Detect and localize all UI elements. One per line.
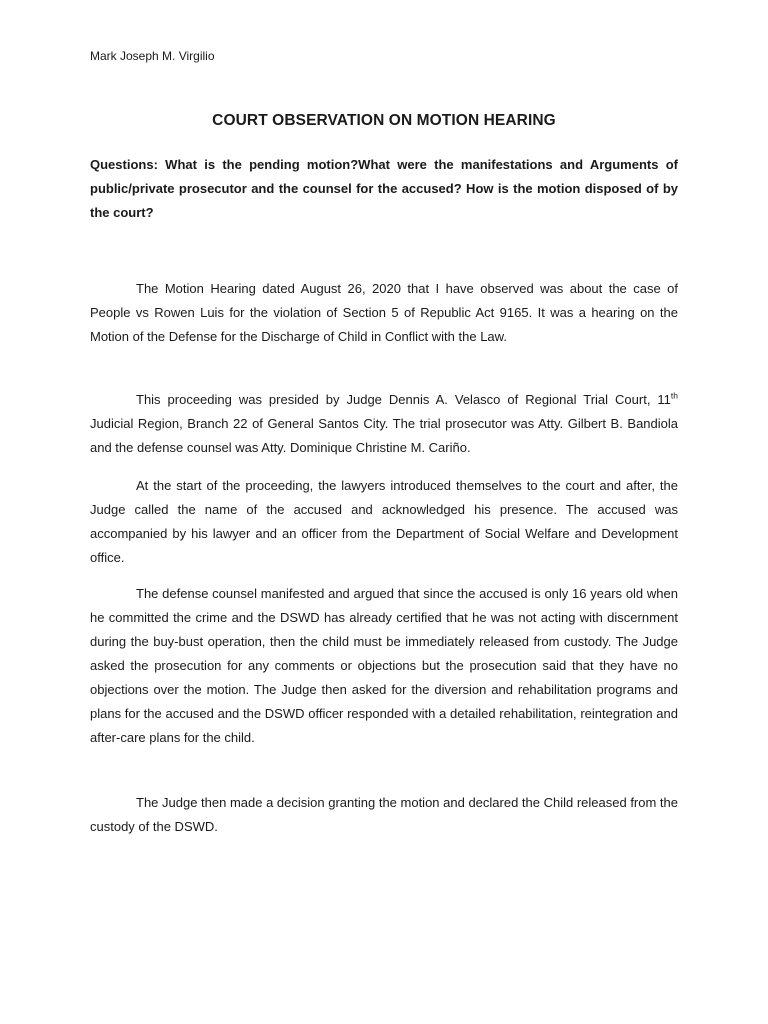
paragraph-2-text-end: Judicial Region, Branch 22 of General Santos City. The trial prosecutor was Atty. Gilbert B. Bandiola and the defense counsel was Atty. Dominique Christine M. Cariño. xyxy=(90,416,678,455)
document-title: COURT OBSERVATION ON MOTION HEARING xyxy=(212,112,556,129)
paragraph-4-text: The defense counsel manifested and argued that since the accused is only 16 years old when he committed the crime and the DSWD has already certified that he was not acting with discernment during the buy-bust operation, then the child must be immediately released from custody. The Judge asked the prosecution for any comments or objections but the prosecution said that they have no objections over the motion. The Judge then asked for the diversion and rehabilitation programs and plans for the accused and the DSWD officer responded with a detailed rehabilitation, reintegration and after-care plans for the child. xyxy=(90,586,678,745)
paragraph-3 xyxy=(90,474,678,570)
paragraph-3-text: At the start of the proceeding, the lawyers introduced themselves to the court and after, the Judge called the name of the accused and acknowledged his presence. The accused was accompanied by his lawyer and an officer from the Department of Social Welfare and Development office. xyxy=(90,478,678,565)
paragraph-5-text: The Judge then made a decision granting the motion and declared the Child released from the custody of the DSWD. xyxy=(90,795,679,834)
paragraph-4 xyxy=(90,582,678,750)
paragraph-1 xyxy=(90,277,678,349)
questions-paragraph: Questions: What is the pending motion?What were the manifestations and Arguments of public/private prosecutor and the counsel for the accused? How is the motion disposed of by the court? xyxy=(90,157,678,220)
paragraph-2-text-start: This proceeding was presided by Judge Dennis A. Velasco of Regional Trial Court, 11 xyxy=(136,392,671,407)
paragraph-1-text: The Motion Hearing dated August 26, 2020 that I have observed was about the case of People vs Rowen Luis for the violation of Section 5 of Republic Act 9165. It was a hearing on the Motion of the Defense for the Discharge of Child in Conflict with the Law. xyxy=(90,281,678,344)
paragraph-5 xyxy=(90,791,678,839)
ordinal-superscript: th xyxy=(670,390,678,401)
author-name: Mark Joseph M. Virgilio xyxy=(90,49,215,63)
paragraph-2 xyxy=(90,388,678,460)
